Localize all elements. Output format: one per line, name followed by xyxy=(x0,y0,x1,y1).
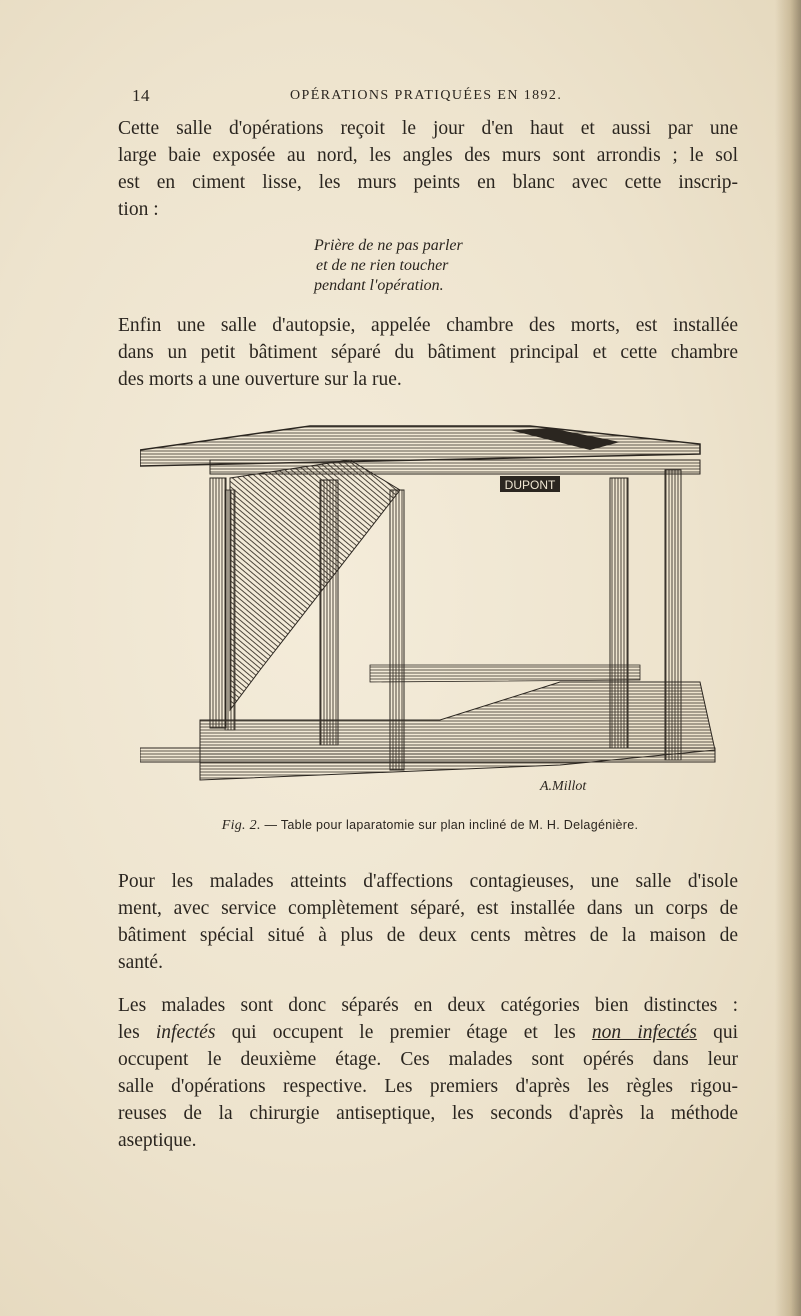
running-head: OPÉRATIONS PRATIQUÉES EN 1892. xyxy=(290,88,563,103)
maker-plate: DUPONT xyxy=(504,478,556,492)
page-number: 14 xyxy=(132,86,150,105)
engraver-signature: A.Millot xyxy=(540,779,587,794)
figure-operating-table xyxy=(140,420,725,810)
caption-text: — Table pour laparatomie sur plan incliné de M. H. Delagénière. xyxy=(260,818,639,832)
text-line: reuses de la chirurgie antiseptique, les seconds d'après la méthode xyxy=(118,1103,738,1124)
figure-number: Fig. 2. xyxy=(221,818,261,833)
text-line: aseptique. xyxy=(118,1130,197,1151)
text-line: des morts a une ouverture sur la rue. xyxy=(118,369,402,390)
text-line: est en ciment lisse, les murs peints en blanc avec cette inscrip- xyxy=(118,172,738,193)
paragraph-patient-categories xyxy=(118,992,738,1154)
inscription-line: pendant l'opération. xyxy=(314,277,444,294)
table-engraving xyxy=(140,420,725,810)
text-line: dans un petit bâtiment séparé du bâtiment principal et cette chambre xyxy=(118,342,738,363)
paragraph-autopsy-room xyxy=(118,312,738,393)
inscription-line: Prière de ne pas parler xyxy=(314,237,463,254)
text-line xyxy=(118,1019,738,1046)
text-line: Pour les malades atteints d'affections contagieuses, une salle d'isole xyxy=(118,871,738,892)
text-line: santé. xyxy=(118,952,163,973)
text-fragment: qui xyxy=(696,1022,739,1043)
term-infectes: infectés xyxy=(155,1022,216,1043)
text-line: large baie exposée au nord, les angles des murs sont arrondis ; le sol xyxy=(118,145,738,166)
page-header xyxy=(132,86,752,108)
text-line: Les malades sont donc séparés en deux catégories bien distinctes : xyxy=(118,995,738,1016)
text-fragment: qui occupent le premier étage et les xyxy=(215,1022,592,1043)
page-edge-shadow xyxy=(775,0,801,1316)
paragraph-operating-room xyxy=(118,115,738,223)
term-non-infectes: non infectés xyxy=(591,1022,697,1043)
wall-inscription xyxy=(314,236,463,296)
text-line: occupent le deuxième étage. Ces malades sont opérés dans leur xyxy=(118,1049,738,1070)
text-line: Cette salle d'opérations reçoit le jour d'en haut et aussi par une xyxy=(118,118,738,139)
inscription-line: et de ne rien toucher xyxy=(316,257,449,274)
text-line: bâtiment spécial situé à plus de deux cents mètres de la maison de xyxy=(118,925,738,946)
text-line: ment, avec service complètement séparé, est installée dans un corps de xyxy=(118,898,738,919)
text-line: Enfin une salle d'autopsie, appelée chambre des morts, est installée xyxy=(118,315,738,336)
figure-caption xyxy=(150,818,710,834)
text-line: salle d'opérations respective. Les premiers d'après les règles rigou- xyxy=(118,1076,738,1097)
text-line: tion : xyxy=(118,199,159,220)
text-fragment: les xyxy=(118,1022,156,1043)
paragraph-isolation-room xyxy=(118,868,738,976)
